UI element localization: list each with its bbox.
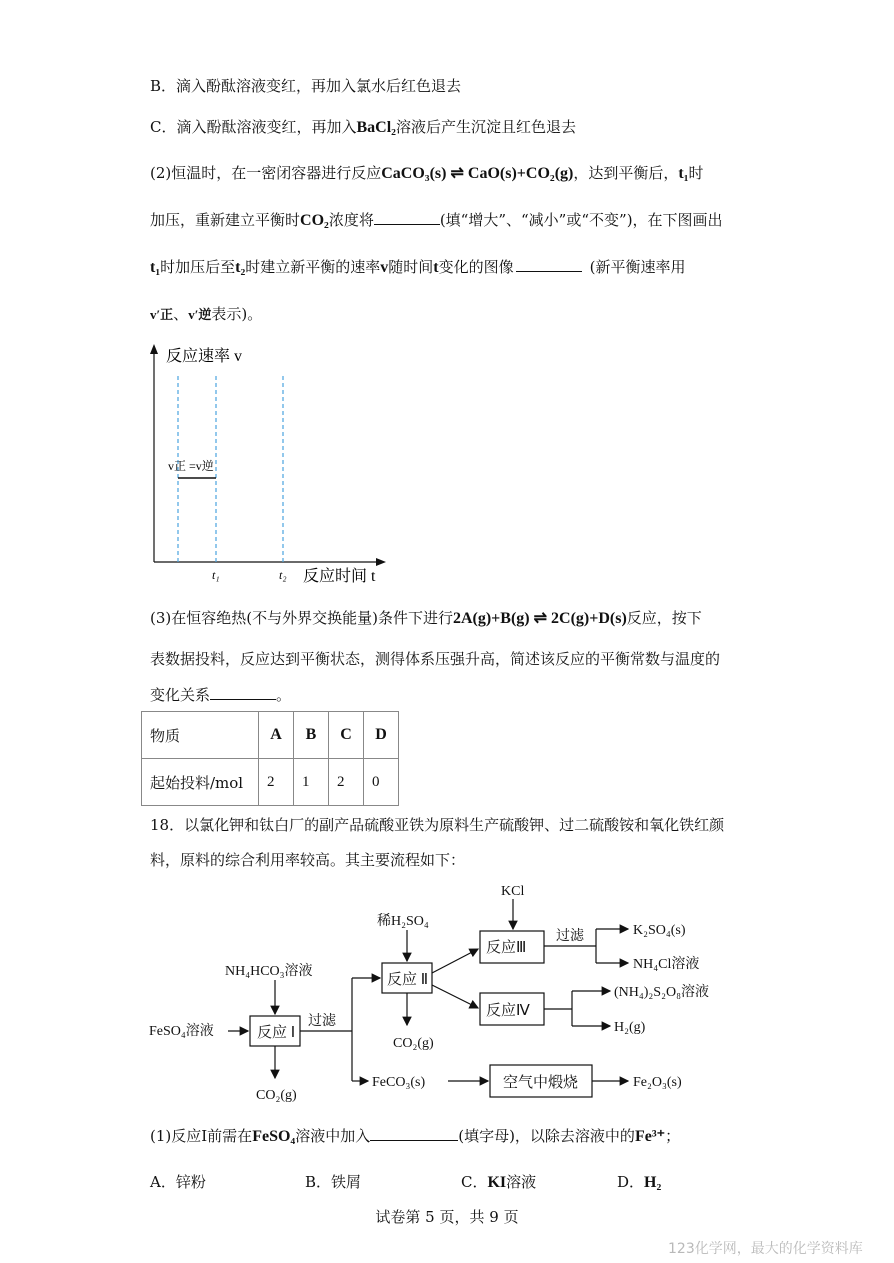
option-d-h2 bbox=[617, 1172, 661, 1193]
feso4-formula: FeSO₄ bbox=[252, 1128, 296, 1145]
part2-intro: (2)恒温时，在一密闭容器进行反应 bbox=[150, 164, 382, 182]
part2-mid: ，达到平衡后， bbox=[573, 164, 679, 182]
label-k2so4: K₂SO₄(s) bbox=[633, 923, 686, 938]
label-calcination: 空气中煅烧 bbox=[503, 1075, 579, 1091]
equilibrium-rate-label: v正 =v逆 bbox=[168, 459, 214, 473]
q18-sub1-mid: 溶液中加入 bbox=[295, 1127, 371, 1145]
part2-time: 时 bbox=[688, 164, 704, 182]
table-cell-b: 1 bbox=[294, 759, 329, 806]
table-col-d: D bbox=[364, 712, 399, 759]
part2-l4-post: 表示)。 bbox=[211, 305, 263, 323]
part2-line4 bbox=[150, 304, 262, 325]
page-footer: 试卷第 5 页，共 9 页 bbox=[375, 1208, 519, 1226]
q18-sub1 bbox=[150, 1126, 680, 1147]
part2-line1 bbox=[150, 163, 704, 184]
v-prime-reverse: v′逆 bbox=[188, 307, 212, 322]
q18-line2: 料，原料的综合利用率较高。其主要流程如下： bbox=[150, 851, 466, 869]
label-persulfate: (NH₄)₂S₂O₈溶液 bbox=[614, 985, 709, 1000]
q18-line1: 18．以氯化钾和钛白厂的副产品硫酸亚铁为原料生产硫酸钾、过二硫酸铵和氧化铁红颜 bbox=[150, 816, 725, 834]
x-axis-label: 反应时间 t bbox=[303, 568, 376, 585]
y-axis-label: 反应速率 v bbox=[166, 348, 243, 365]
caco3-equation: CaCO₃(s) ⇌ CaO(s)+CO₂(g) bbox=[381, 165, 574, 182]
part2-l3d: 变化的图像 bbox=[438, 258, 514, 276]
option-c-text-pre: C．滴入酚酞溶液变红，再加入 bbox=[150, 118, 357, 136]
rate-time-graph bbox=[140, 340, 400, 590]
part2-l3e: (新平衡速率用 bbox=[589, 258, 686, 276]
answer-blank-reagent[interactable] bbox=[370, 1126, 458, 1141]
label-nh4cl: NH₄Cl溶液 bbox=[633, 957, 700, 972]
v-symbol: v bbox=[380, 259, 389, 276]
label-h2: H₂(g) bbox=[614, 1020, 646, 1035]
part2-pressurize: 加压，重新建立平衡时 bbox=[150, 211, 301, 229]
watermark: 123化学网，最大的化学资料库 bbox=[668, 1241, 863, 1257]
h2-formula: H₂ bbox=[644, 1174, 662, 1191]
part2-line2 bbox=[150, 210, 723, 231]
part3-line3 bbox=[150, 685, 291, 705]
table-col-c: C bbox=[329, 712, 364, 759]
part2-line3 bbox=[150, 257, 686, 278]
label-kcl: KCl bbox=[501, 884, 525, 899]
feed-table bbox=[141, 711, 399, 806]
q18-sub1-end: ； bbox=[665, 1127, 681, 1145]
label-reaction-1: 反应 Ⅰ bbox=[257, 1025, 296, 1041]
label-feso4: FeSO₄溶液 bbox=[149, 1024, 214, 1039]
t1-tick-label: t₁ bbox=[212, 568, 220, 582]
option-c-ki-post: 溶液 bbox=[506, 1173, 537, 1191]
label-reaction-4: 反应Ⅳ bbox=[486, 1003, 530, 1019]
part3-line1 bbox=[150, 608, 702, 629]
x-axis-arrow bbox=[376, 558, 386, 566]
table-header-label: 物质 bbox=[142, 712, 259, 759]
part2-l3c: 随时间 bbox=[388, 258, 434, 276]
label-fe2o3: Fe₂O₃(s) bbox=[633, 1075, 682, 1090]
t1-symbol: t₁ bbox=[678, 165, 689, 182]
part2-instruction: (填“增大”、“减小”或“不变”)，在下图画出 bbox=[439, 211, 723, 229]
label-co2-1: CO₂(g) bbox=[256, 1088, 297, 1103]
part3-l3-pre: 变化关系 bbox=[150, 686, 211, 704]
v-prime-forward: v′正 bbox=[150, 307, 174, 322]
fe3-ion: Fe³⁺ bbox=[634, 1128, 666, 1145]
answer-blank-graph[interactable] bbox=[516, 257, 582, 272]
reaction-equation: 2A(g)+B(g) ⇌ 2C(g)+D(s) bbox=[452, 610, 627, 627]
answer-blank-co2[interactable] bbox=[374, 210, 440, 225]
option-c-text-post: 溶液后产生沉淀且红色退去 bbox=[395, 118, 576, 136]
table-cell-c: 2 bbox=[329, 759, 364, 806]
arrow-to-r4 bbox=[432, 985, 478, 1008]
table-header-row bbox=[142, 712, 399, 759]
option-b: B．滴入酚酞溶液变红，再加入氯水后红色退去 bbox=[150, 77, 462, 95]
table-col-a: A bbox=[259, 712, 294, 759]
label-reaction-2: 反应 Ⅱ bbox=[387, 972, 429, 988]
t2-tick-label: t₂ bbox=[279, 568, 287, 582]
answer-blank-k[interactable] bbox=[210, 685, 276, 700]
co2-formula: CO₂ bbox=[300, 212, 329, 229]
label-filter1: 过滤 bbox=[308, 1014, 336, 1029]
option-a-zinc: A．锌粉 bbox=[150, 1173, 206, 1191]
part2-l3a: 时加压后至 bbox=[160, 258, 236, 276]
part3-l3-post: 。 bbox=[276, 686, 292, 704]
label-feco3: FeCO₃(s) bbox=[372, 1075, 426, 1090]
label-filter3: 过滤 bbox=[556, 929, 584, 944]
option-c-ki bbox=[461, 1172, 536, 1193]
option-c bbox=[150, 117, 576, 138]
label-co2-2: CO₂(g) bbox=[393, 1036, 434, 1051]
t-symbol: t bbox=[433, 259, 439, 276]
table-col-b: B bbox=[294, 712, 329, 759]
part2-conc: 浓度将 bbox=[328, 211, 374, 229]
table-row-label: 起始投料/mol bbox=[142, 759, 259, 806]
label-h2so4: 稀H₂SO₄ bbox=[377, 914, 429, 929]
label-nh4hco3: NH₄HCO₃溶液 bbox=[225, 964, 313, 979]
t2-symbol: t₂ bbox=[235, 259, 246, 276]
q18-sub1-pre: (1)反应Ⅰ前需在 bbox=[150, 1127, 253, 1145]
t1-symbol-2: t₁ bbox=[150, 259, 161, 276]
option-c-ki-pre: C． bbox=[461, 1173, 488, 1191]
y-axis-arrow bbox=[150, 344, 158, 354]
table-cell-a: 2 bbox=[259, 759, 294, 806]
part2-l3b: 时建立新平衡的速率 bbox=[245, 258, 381, 276]
q18-sub1-post: (填字母)，以除去溶液中的 bbox=[458, 1127, 635, 1145]
table-row bbox=[142, 759, 399, 806]
part3-intro: (3)在恒容绝热(不与外界交换能量)条件下进行 bbox=[150, 609, 453, 627]
process-flowchart bbox=[140, 875, 740, 1105]
label-reaction-3: 反应Ⅲ bbox=[486, 940, 527, 956]
part3-line2: 表数据投料，反应达到平衡状态，测得体系压强升高，简述该反应的平衡常数与温度的 bbox=[150, 650, 721, 668]
bacl2-formula: BaCl₂ bbox=[356, 119, 396, 136]
arrow-to-r3 bbox=[432, 949, 478, 973]
part2-sep: 、 bbox=[173, 305, 189, 323]
option-d-pre: D． bbox=[617, 1173, 645, 1191]
ki-formula: KI bbox=[487, 1174, 507, 1191]
option-b-iron: B．铁屑 bbox=[305, 1173, 362, 1191]
table-cell-d: 0 bbox=[364, 759, 399, 806]
part3-l1-post: 反应，按下 bbox=[626, 609, 702, 627]
